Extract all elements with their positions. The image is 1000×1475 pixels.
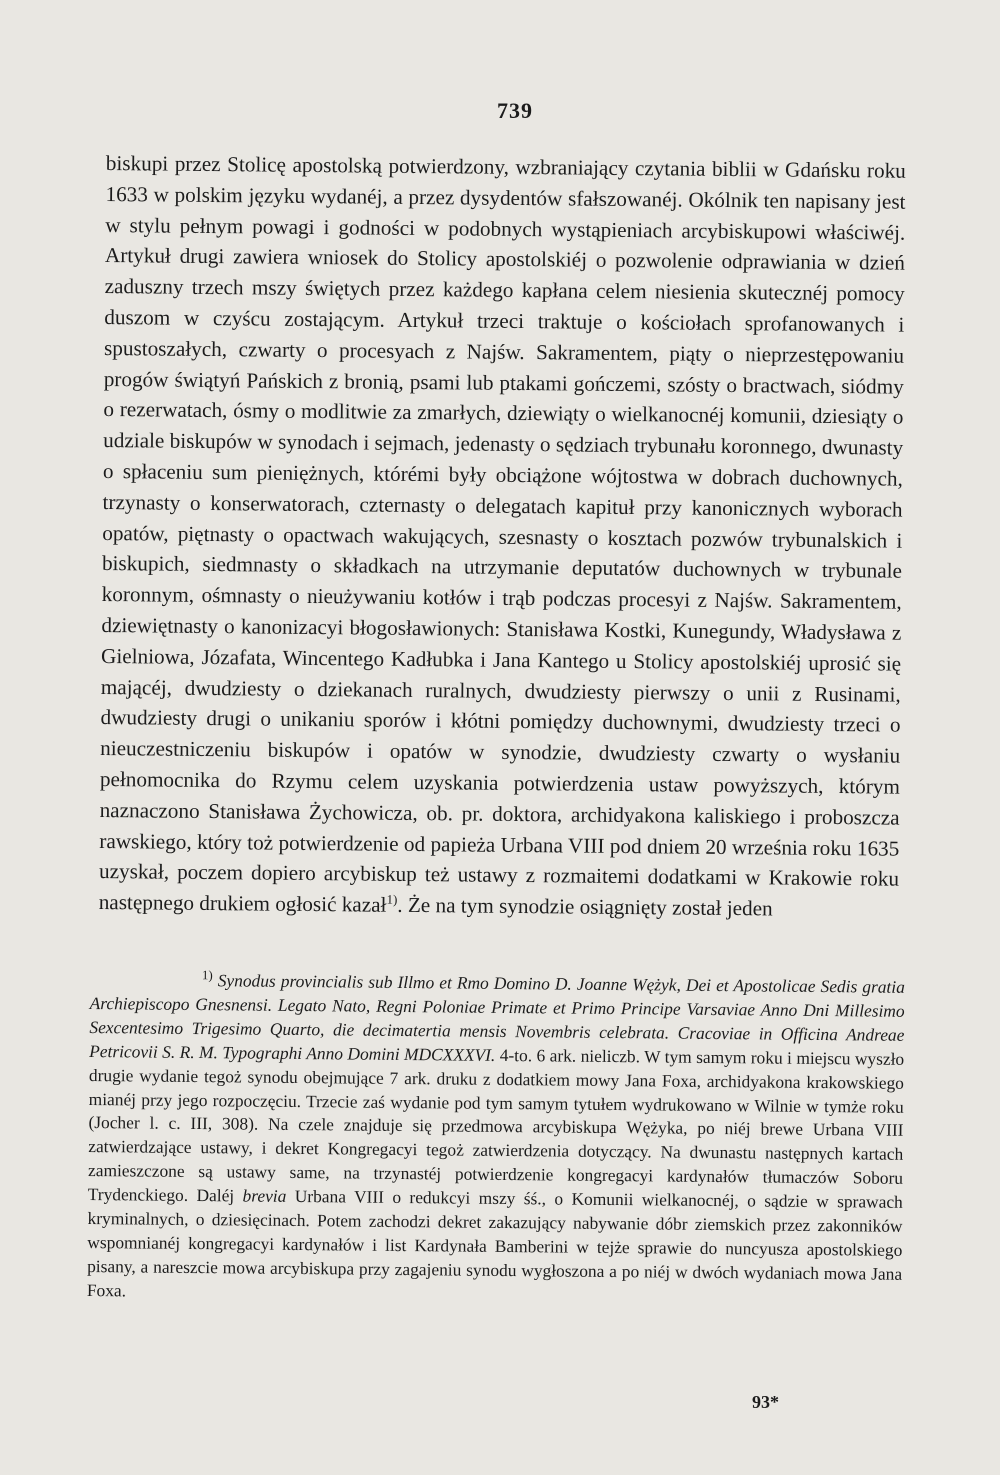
main-paragraph-text: biskupi przez Stolicę apostolską potwierdzony, wzbraniający czytania biblii w Gdańsku roku 1633 w polskim języku wydanéj, a przez dysydentów sfałszowanéj. Okólnik ten napisany jest w stylu pełnym powagi i godności w podobnych wystąpieniach arcybiskupowi właściwéj. Artykuł drugi zawiera wniosek do Stolicy apostolskiéj o pozwolenie odprawiania w dzień zaduszny trzech mszy świętych przez każdego kapłana celem niesienia skutecznéj pomocy duszom w czyścu zostającym. Artykuł trzeci traktuje o kościołach sprofanowanych i spustoszałych, czwarty o procesyach z Najśw. Sakramentem, piąty o nieprzestępowaniu progów świątyń Pańskich z bronią, psami lub ptakami gończemi, szósty o bractwach, siódmy o rezerwatach, ósmy o modlitwie za zmarłych, dziewiąty o wielkanocnéj komunii, dziesiąty o udziale biskupów w synodach i sejmach, jedenasty o sędziach trybunału koronnego, dwunasty o spłaceniu sum pieniężnych, którémi były obciążone wójtostwa w dobrach duchownych, trzynasty o konserwatorach, czternasty o delegatach kapituł przy kanonicznych wyborach opatów, piętnasty o opactwach wakujących, szesnasty o kosztach pozwów trybunalskich i biskupich, siedmnasty o składkach na utrzymanie deputatów duchownych w trybunale koronnym, ośmnasty o nieużywaniu kotłów i trąb podczas procesyi z Najśw. Sakramentem, dziewiętnasty o kanonizacyi błogosławionych: Stanisława Kostki, Kunegundy, Władysława z Gielniowa, Józafata, Wincentego Kadłubka i Jana Kantego u Stolicy apostolskiéj uprosić się mającéj, dwudziesty o dziekanach ruralnych, dwudziesty pierwszy o unii z Rusinami, dwudziesty drugi o unikaniu sporów i kłótni pomiędzy duchownymi, dwudziesty trzeci o nieuczestniczeniu biskupów i opatów w synodzie, dwudziesty czwarty o wysłaniu pełnomocnika do Rzymu celem uzyskania potwierdzenia ustaw powyższych, którym naznaczono Stanisława Żychowicza, ob. pr. doktora, archidyakona kaliskiego i proboszcza rawskiego, który toż potwierdzenie od papieża Urbana VIII pod dniem 20 września roku 1635 uzyskał, poczem dopiero arcybiskup też ustawy z rozmaitemi dodatkami w Krakowie roku następnego drukiem ogłosić kazał [98, 150, 906, 917]
page-number: 739 [497, 98, 533, 123]
main-paragraph [99, 148, 906, 926]
footnote-text-part-2: Urbana VIII o redukcyi mszy śś., o Komunii wielkanocnéj, o sądzie w sprawach kryminalnych, o dziesięcinach. Potem zachodzi dekret zakazujący nabywanie dóbr ziemskich przez zakonników wspomnianéj kongregacyi kardynałów i list Kardynała Bamberini w tejże sprawie do nuncyusza apostolskiego pisany, a nareszcie mowa arcybiskupa przy zagajeniu synodu wygłoszona a po niéj w dwóch wydaniach mowa Jana Foxa. [86, 1186, 903, 1301]
main-paragraph-text-continued: . Że na tym synodzie osiągnięty został jeden [397, 892, 773, 921]
footnote-italic-brevia: brevia [242, 1185, 287, 1207]
footnote-text-part-1: 4-to. 6 ark. nieliczb. W tym samym roku i miejscu wyszło drugie wydanie tegoż synodu obejmujące 7 ark. druku z dodatkiem mowy Jana Foxa, archidyakona krakowskiego mianéj przy jego rozpoczęciu. Trzecie zaś wydanie pod tym samym tytułem wydrukowano w Wilnie w tymże roku (Jocher l. c. III, 308). Na czele znajduje się przedmowa arcybiskupa Wężyka, po niéj brewe Urbana VIII zatwierdzające ustawy, i dekret Kongregacyi tegoż zatwierdzenia dotyczący. Na dwunastu następnych kartach zamieszczone są ustawy same, na trzynastéj potwierdzenie kongregacyi kardynałów tłumaczów Soboru Trydenckiego. Daléj [87, 1044, 905, 1206]
footnote-reference: 1) [386, 891, 398, 907]
main-text [99, 148, 906, 926]
footnote-book-title: Synodus provincialis sub Illmo et Rmo Domino D. Joanne Wężyk, Dei et Apostolicae Sedis gratia Archiepiscopo Gnesnensi. Legato Nato, Regni Poloniae Primate et Primo Principe Varsaviae Anno Dni Millesimo Sexcentesimo Trigesimo Quarto, die decimatertia mensis Novembris celebrata. Cracoviae in Officina Andreae Petricovii S. R. M. Typographi Anno Domini MDCXXXVI. [89, 970, 905, 1065]
footnote-paragraph [87, 968, 905, 1310]
printer-signature-mark: 93* [752, 1392, 779, 1412]
footnote-marker: 1) [201, 967, 213, 983]
footnote-section [87, 968, 905, 1310]
